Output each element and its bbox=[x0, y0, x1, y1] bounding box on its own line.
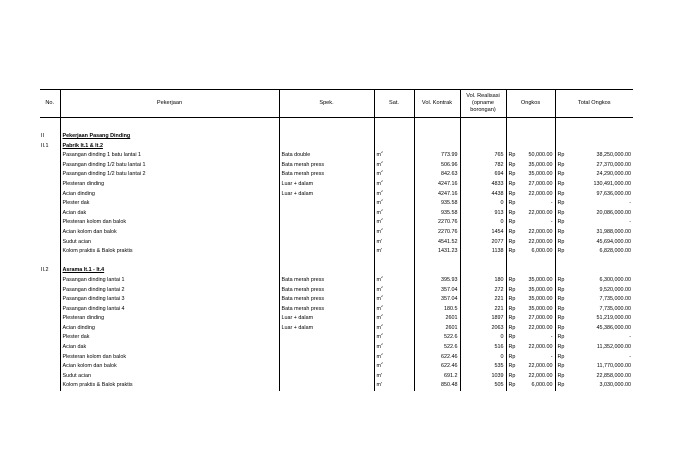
ongkos-value: 22,000.00 bbox=[528, 238, 553, 245]
vol-kontrak: 2270.76 bbox=[414, 228, 460, 238]
item-unit-cell bbox=[374, 247, 414, 257]
total-currency: Rp bbox=[555, 295, 568, 305]
item-unit-exponent: 2 bbox=[381, 333, 383, 337]
item-unit: m' bbox=[376, 372, 383, 379]
vol-realisasi: 1897 bbox=[460, 314, 506, 324]
item-unit-exponent: 2 bbox=[381, 285, 383, 289]
ongkos-currency: Rp bbox=[506, 276, 517, 286]
ongkos-currency: Rp bbox=[506, 180, 517, 190]
item-spec bbox=[279, 247, 374, 257]
item-unit: m' bbox=[376, 248, 383, 255]
table-row bbox=[40, 180, 633, 190]
item-unit: m bbox=[376, 276, 381, 283]
item-unit: m bbox=[376, 296, 381, 303]
item-name: Plesteran kolom dan balok bbox=[60, 218, 279, 228]
vol-realisasi: 694 bbox=[460, 170, 506, 180]
item-name: Plesteran dinding bbox=[60, 314, 279, 324]
vol-kontrak: 691.2 bbox=[414, 372, 460, 382]
vol-kontrak: 506.96 bbox=[414, 161, 460, 171]
ongkos-value: - bbox=[550, 200, 553, 207]
ongkos-currency: Rp bbox=[506, 324, 517, 334]
total-value: 27,370,000.00 bbox=[596, 161, 631, 168]
total-value: 11,352,000.00 bbox=[596, 344, 631, 351]
vol-kontrak: 357.04 bbox=[414, 295, 460, 305]
ongkos-value: - bbox=[550, 334, 553, 341]
total-currency: Rp bbox=[555, 353, 568, 363]
vol-kontrak: 522.6 bbox=[414, 343, 460, 353]
total-currency: Rp bbox=[555, 247, 568, 257]
ongkos-value: - bbox=[550, 353, 553, 360]
header-vol-realisasi: Vol. Realisasi (opname borongan) bbox=[460, 90, 506, 118]
ongkos-currency: Rp bbox=[506, 305, 517, 315]
item-spec bbox=[279, 353, 374, 363]
ongkos-currency: Rp bbox=[506, 286, 517, 296]
ongkos-currency: Rp bbox=[506, 381, 517, 391]
total-currency: Rp bbox=[555, 381, 568, 391]
total-value: 3,030,000.00 bbox=[599, 382, 631, 389]
vol-realisasi: 221 bbox=[460, 305, 506, 315]
item-unit-exponent: 2 bbox=[381, 189, 383, 193]
vol-kontrak: 935.58 bbox=[414, 209, 460, 219]
item-spec bbox=[279, 333, 374, 343]
ongkos-value: 6,000.00 bbox=[531, 382, 553, 389]
item-name: Acian kolom dan balok bbox=[60, 228, 279, 238]
item-unit-cell bbox=[374, 238, 414, 248]
item-unit-exponent: 2 bbox=[381, 218, 383, 222]
total-value: 7,735,000.00 bbox=[599, 296, 631, 303]
total-currency: Rp bbox=[555, 314, 568, 324]
item-name: Sudut acian bbox=[60, 372, 279, 382]
total-currency: Rp bbox=[555, 180, 568, 190]
total-value: 22,858,000.00 bbox=[596, 372, 631, 379]
item-unit-cell bbox=[374, 151, 414, 161]
header-ongkos: Ongkos bbox=[506, 90, 555, 118]
ongkos-currency: Rp bbox=[506, 295, 517, 305]
ongkos-currency: Rp bbox=[506, 218, 517, 228]
ongkos-currency: Rp bbox=[506, 161, 517, 171]
item-unit-exponent: 2 bbox=[381, 295, 383, 299]
item-name: Acian dinding bbox=[60, 190, 279, 200]
item-name: Plesteran dinding bbox=[60, 180, 279, 190]
item-unit-exponent: 2 bbox=[381, 151, 383, 155]
item-unit-cell bbox=[374, 199, 414, 209]
table-row bbox=[40, 353, 633, 363]
vol-kontrak: 2601 bbox=[414, 324, 460, 334]
vol-kontrak: 1431.23 bbox=[414, 247, 460, 257]
total-currency: Rp bbox=[555, 238, 568, 248]
item-unit: m bbox=[376, 315, 381, 322]
table-row bbox=[40, 161, 633, 171]
ongkos-currency: Rp bbox=[506, 190, 517, 200]
table-row bbox=[40, 381, 633, 391]
item-name: Plester dak bbox=[60, 199, 279, 209]
ongkos-currency: Rp bbox=[506, 170, 517, 180]
total-value: 6,300,000.00 bbox=[599, 276, 631, 283]
group-no: II.2 bbox=[41, 267, 49, 274]
item-name: Acian kolom dan balok bbox=[60, 362, 279, 372]
item-name: Pasangan dinding lantai 4 bbox=[60, 305, 279, 315]
vol-realisasi: 4833 bbox=[460, 180, 506, 190]
vol-kontrak: 395.93 bbox=[414, 276, 460, 286]
item-spec: Bata merah press bbox=[279, 161, 374, 171]
total-value: 20,086,000.00 bbox=[596, 209, 631, 216]
item-unit: m bbox=[376, 324, 381, 331]
total-value: 9,520,000.00 bbox=[599, 286, 631, 293]
item-unit: m bbox=[376, 190, 381, 197]
total-currency: Rp bbox=[555, 286, 568, 296]
group-no: II.1 bbox=[41, 142, 49, 149]
vol-kontrak: 622.46 bbox=[414, 362, 460, 372]
header-pekerjaan: Pekerjaan bbox=[60, 90, 279, 118]
item-unit: m bbox=[376, 161, 381, 168]
item-unit-cell bbox=[374, 295, 414, 305]
total-value: 11,770,000.00 bbox=[596, 363, 631, 370]
table-header bbox=[40, 90, 633, 118]
item-spec: Bata merah press bbox=[279, 170, 374, 180]
ongkos-value: 35,000.00 bbox=[528, 296, 553, 303]
ongkos-value: 50,000.00 bbox=[528, 152, 553, 159]
item-unit: m bbox=[376, 219, 381, 226]
ongkos-currency: Rp bbox=[506, 238, 517, 248]
item-unit-cell bbox=[374, 160, 414, 174]
table-row bbox=[40, 218, 633, 228]
total-value: 6,828,000.00 bbox=[599, 248, 631, 255]
ongkos-currency: Rp bbox=[506, 209, 517, 219]
table-row bbox=[40, 170, 633, 180]
total-currency: Rp bbox=[555, 170, 568, 180]
item-unit-cell bbox=[374, 180, 414, 190]
total-value: 97,636,000.00 bbox=[596, 190, 631, 197]
item-spec: Luar + dalam bbox=[279, 314, 374, 324]
table-row bbox=[40, 362, 633, 372]
vol-kontrak: 773.99 bbox=[414, 151, 460, 161]
header-no: No. bbox=[40, 90, 60, 118]
vol-realisasi: 913 bbox=[460, 209, 506, 219]
total-currency: Rp bbox=[555, 372, 568, 382]
ongkos-currency: Rp bbox=[506, 247, 517, 257]
item-name: Acian dak bbox=[60, 343, 279, 353]
section-title: Pekerjaan Pasang Dinding bbox=[60, 132, 279, 142]
total-value: - bbox=[629, 353, 631, 360]
total-currency: Rp bbox=[555, 209, 568, 219]
vol-realisasi: 1138 bbox=[460, 247, 506, 257]
spacer-row bbox=[40, 257, 633, 267]
item-unit-exponent: 2 bbox=[381, 323, 383, 327]
item-unit-cell bbox=[374, 276, 414, 286]
table-row bbox=[40, 238, 633, 248]
item-name: Kolom praktis & Balok praktis bbox=[60, 381, 279, 391]
vol-realisasi: 535 bbox=[460, 362, 506, 372]
item-unit: m bbox=[376, 209, 381, 216]
item-unit-exponent: 2 bbox=[381, 343, 383, 347]
item-unit-exponent: 2 bbox=[381, 304, 383, 308]
ongkos-value: 6,000.00 bbox=[531, 248, 553, 255]
item-name: Pasangan dinding lantai 2 bbox=[60, 286, 279, 296]
ongkos-value: 22,000.00 bbox=[528, 344, 553, 351]
vol-realisasi: 2077 bbox=[460, 238, 506, 248]
item-spec bbox=[279, 381, 374, 391]
total-currency: Rp bbox=[555, 343, 568, 353]
total-value: 24,290,000.00 bbox=[596, 171, 631, 178]
ongkos-currency: Rp bbox=[506, 343, 517, 353]
item-spec bbox=[279, 343, 374, 353]
vol-kontrak: 4247.16 bbox=[414, 190, 460, 200]
ongkos-currency: Rp bbox=[506, 333, 517, 343]
item-spec: Bata merah press bbox=[279, 295, 374, 305]
group-row bbox=[40, 266, 633, 276]
ongkos-value: 22,000.00 bbox=[528, 209, 553, 216]
item-unit: m bbox=[376, 305, 381, 312]
table-row bbox=[40, 286, 633, 296]
header-sat: Sat. bbox=[374, 90, 414, 118]
item-name: Kolom praktis & Balok praktis bbox=[60, 247, 279, 257]
ongkos-value: 27,000.00 bbox=[528, 180, 553, 187]
table-row bbox=[40, 324, 633, 334]
item-spec: Luar + dalam bbox=[279, 190, 374, 200]
header-vol-kontrak: Vol. Kontrak bbox=[414, 90, 460, 118]
table-row bbox=[40, 343, 633, 353]
ongkos-value: 22,000.00 bbox=[528, 228, 553, 235]
item-unit: m bbox=[376, 344, 381, 351]
item-unit-cell bbox=[374, 304, 414, 318]
ongkos-value: 22,000.00 bbox=[528, 372, 553, 379]
item-spec: Bata double bbox=[279, 151, 374, 161]
table-row bbox=[40, 295, 633, 305]
item-unit-exponent: 2 bbox=[381, 170, 383, 174]
total-value: 38,250,000.00 bbox=[596, 152, 631, 159]
item-unit: m bbox=[376, 152, 381, 159]
item-unit-cell bbox=[374, 170, 414, 180]
vol-kontrak: 4541.52 bbox=[414, 238, 460, 248]
total-currency: Rp bbox=[555, 324, 568, 334]
total-value: - bbox=[629, 334, 631, 341]
vol-realisasi: 0 bbox=[460, 333, 506, 343]
item-unit-cell bbox=[374, 208, 414, 222]
item-unit-cell bbox=[374, 381, 414, 391]
vol-kontrak: 522.6 bbox=[414, 333, 460, 343]
ongkos-currency: Rp bbox=[506, 372, 517, 382]
vol-realisasi: 2063 bbox=[460, 324, 506, 334]
item-name: Pasangan dinding 1/2 batu lantai 1 bbox=[60, 161, 279, 171]
ongkos-value: 35,000.00 bbox=[528, 171, 553, 178]
item-unit-exponent: 2 bbox=[381, 352, 383, 356]
item-unit-exponent: 2 bbox=[381, 314, 383, 318]
item-unit-exponent: 2 bbox=[381, 208, 383, 212]
total-value: 51,219,000.00 bbox=[596, 315, 631, 322]
total-value: 31,988,000.00 bbox=[596, 228, 631, 235]
vol-realisasi: 505 bbox=[460, 381, 506, 391]
vol-realisasi: 1039 bbox=[460, 372, 506, 382]
vol-realisasi: 0 bbox=[460, 353, 506, 363]
vol-realisasi: 272 bbox=[460, 286, 506, 296]
table-row bbox=[40, 314, 633, 324]
work-cost-table bbox=[40, 89, 633, 391]
header-total-ongkos: Total Ongkos bbox=[555, 90, 633, 118]
table-row bbox=[40, 276, 633, 286]
vol-kontrak: 4247.16 bbox=[414, 180, 460, 190]
item-unit-exponent: 2 bbox=[381, 199, 383, 203]
ongkos-value: 22,000.00 bbox=[528, 190, 553, 197]
item-name: Plesteran kolom dan balok bbox=[60, 353, 279, 363]
vol-kontrak: 180.5 bbox=[414, 305, 460, 315]
ongkos-currency: Rp bbox=[506, 362, 517, 372]
item-unit: m bbox=[376, 228, 381, 235]
item-unit: m bbox=[376, 363, 381, 370]
total-currency: Rp bbox=[555, 333, 568, 343]
total-currency: Rp bbox=[555, 305, 568, 315]
vol-realisasi: 0 bbox=[460, 218, 506, 228]
item-unit: m' bbox=[376, 382, 383, 389]
item-spec bbox=[279, 209, 374, 219]
item-spec bbox=[279, 372, 374, 382]
item-spec bbox=[279, 238, 374, 248]
spacer-row bbox=[40, 118, 633, 133]
ongkos-value: - bbox=[550, 219, 553, 226]
item-unit-cell bbox=[374, 314, 414, 324]
item-spec bbox=[279, 218, 374, 228]
table-row bbox=[40, 305, 633, 315]
item-name: Pasangan dinding 1 batu lantai 1 bbox=[60, 151, 279, 161]
item-spec bbox=[279, 362, 374, 372]
item-unit-cell bbox=[374, 343, 414, 353]
section-row bbox=[40, 132, 633, 142]
ongkos-currency: Rp bbox=[506, 151, 517, 161]
table-body bbox=[40, 118, 633, 392]
table-row bbox=[40, 190, 633, 200]
item-name: Sudut acian bbox=[60, 238, 279, 248]
item-spec: Bata merah press bbox=[279, 276, 374, 286]
item-unit-cell bbox=[374, 333, 414, 343]
item-unit-cell bbox=[374, 285, 414, 299]
ongkos-currency: Rp bbox=[506, 228, 517, 238]
ongkos-value: 35,000.00 bbox=[528, 276, 553, 283]
vol-realisasi: 0 bbox=[460, 199, 506, 209]
item-unit-exponent: 2 bbox=[381, 227, 383, 231]
item-name: Acian dak bbox=[60, 209, 279, 219]
item-name: Pasangan dinding lantai 3 bbox=[60, 295, 279, 305]
item-spec: Luar + dalam bbox=[279, 180, 374, 190]
total-currency: Rp bbox=[555, 190, 568, 200]
vol-kontrak: 842.63 bbox=[414, 170, 460, 180]
item-spec: Bata merah press bbox=[279, 286, 374, 296]
table-row bbox=[40, 199, 633, 209]
item-spec bbox=[279, 199, 374, 209]
item-unit-exponent: 2 bbox=[381, 275, 383, 279]
total-currency: Rp bbox=[555, 151, 568, 161]
item-unit: m bbox=[376, 334, 381, 341]
total-value: 7,735,000.00 bbox=[599, 305, 631, 312]
item-name: Pasangan dinding lantai 1 bbox=[60, 276, 279, 286]
vol-kontrak: 2270.76 bbox=[414, 218, 460, 228]
item-unit-cell bbox=[374, 228, 414, 238]
item-spec: Luar + dalam bbox=[279, 324, 374, 334]
item-unit: m bbox=[376, 200, 381, 207]
table-row bbox=[40, 209, 633, 219]
vol-kontrak: 622.46 bbox=[414, 353, 460, 363]
item-spec: Bata merah press bbox=[279, 305, 374, 315]
vol-realisasi: 4438 bbox=[460, 190, 506, 200]
table-row bbox=[40, 333, 633, 343]
total-value: - bbox=[629, 219, 631, 226]
group-title: Pabrik lt.1 & lt.2 bbox=[60, 142, 279, 152]
item-unit-cell bbox=[374, 362, 414, 372]
group-title: Asrama lt.1 - lt.4 bbox=[60, 266, 279, 276]
item-unit-exponent: 2 bbox=[381, 362, 383, 366]
vol-realisasi: 765 bbox=[460, 151, 506, 161]
total-currency: Rp bbox=[555, 218, 568, 228]
table-row bbox=[40, 372, 633, 382]
item-unit: m bbox=[376, 171, 381, 178]
table-row bbox=[40, 151, 633, 161]
vol-realisasi: 180 bbox=[460, 276, 506, 286]
total-value: 45,386,000.00 bbox=[596, 324, 631, 331]
vol-kontrak: 850.48 bbox=[414, 381, 460, 391]
item-unit: m bbox=[376, 286, 381, 293]
ongkos-value: 35,000.00 bbox=[528, 286, 553, 293]
group-row bbox=[40, 142, 633, 152]
item-unit: m' bbox=[376, 238, 383, 245]
vol-kontrak: 357.04 bbox=[414, 286, 460, 296]
item-unit-cell bbox=[374, 372, 414, 382]
table-row bbox=[40, 247, 633, 257]
total-value: 45,694,000.00 bbox=[596, 238, 631, 245]
item-unit-cell bbox=[374, 189, 414, 203]
ongkos-currency: Rp bbox=[506, 353, 517, 363]
ongkos-currency: Rp bbox=[506, 199, 517, 209]
item-name: Plester dak bbox=[60, 333, 279, 343]
item-unit: m bbox=[376, 353, 381, 360]
vol-kontrak: 2601 bbox=[414, 314, 460, 324]
total-currency: Rp bbox=[555, 362, 568, 372]
item-unit-cell bbox=[374, 323, 414, 337]
item-spec bbox=[279, 228, 374, 238]
total-currency: Rp bbox=[555, 228, 568, 238]
item-unit-exponent: 2 bbox=[381, 179, 383, 183]
total-currency: Rp bbox=[555, 276, 568, 286]
spreadsheet-sheet bbox=[40, 89, 633, 391]
ongkos-value: 22,000.00 bbox=[528, 363, 553, 370]
ongkos-value: 35,000.00 bbox=[528, 305, 553, 312]
item-unit-cell bbox=[374, 218, 414, 228]
vol-realisasi: 782 bbox=[460, 161, 506, 171]
total-currency: Rp bbox=[555, 161, 568, 171]
ongkos-value: 35,000.00 bbox=[528, 161, 553, 168]
ongkos-value: 22,000.00 bbox=[528, 324, 553, 331]
section-no: II bbox=[41, 133, 44, 139]
item-unit-cell bbox=[374, 352, 414, 366]
vol-realisasi: 1454 bbox=[460, 228, 506, 238]
vol-kontrak: 935.58 bbox=[414, 199, 460, 209]
item-unit-exponent: 2 bbox=[381, 160, 383, 164]
ongkos-currency: Rp bbox=[506, 314, 517, 324]
item-name: Acian dinding bbox=[60, 324, 279, 334]
header-spek: Spek. bbox=[279, 90, 374, 118]
total-value: - bbox=[629, 200, 631, 207]
vol-realisasi: 516 bbox=[460, 343, 506, 353]
vol-realisasi: 221 bbox=[460, 295, 506, 305]
table-row bbox=[40, 228, 633, 238]
total-value: 130,491,000.00 bbox=[593, 180, 631, 187]
item-unit: m bbox=[376, 180, 381, 187]
ongkos-value: 27,000.00 bbox=[528, 315, 553, 322]
total-currency: Rp bbox=[555, 199, 568, 209]
item-name: Pasangan dinding 1/2 batu lantai 2 bbox=[60, 170, 279, 180]
